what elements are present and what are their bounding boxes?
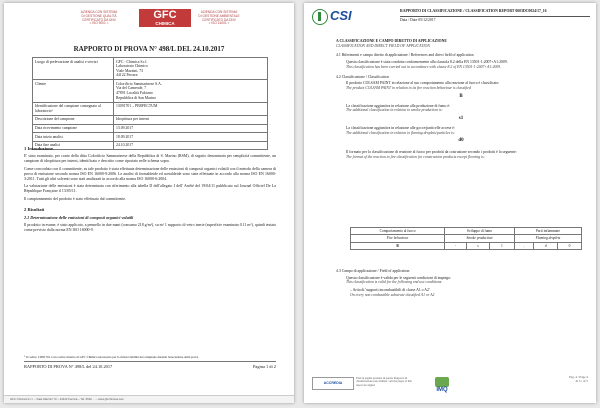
table-cell: Flaming droplets: [535, 236, 561, 241]
subsection-heading: 2.1 Determinazione delle emissioni di composti organici volatili: [24, 215, 134, 221]
footnote: ¹ Il codice 13091701 è un codice interno di GFC Chimica necessario per la rintracciabilità del campione durante l'esecuzione della prova: [24, 355, 199, 359]
paragraph: Questa classificazione è valida per le seguenti condizioni di impiego:: [346, 275, 452, 280]
table-cell: Parti infiammate: [514, 228, 581, 235]
table-cell: Fire behaviour: [386, 236, 409, 241]
paragraph: Come concordato con il committente, su tale prodotto è stata effettuata determinazione delle emissioni di composti organici volatili con il metodo della camera di prova di emissione secondo norma ISO EN 16000-9:2006. Le analisi di formaldeide ed acetaldeide sono state effettuate in accordo alla norma ISO EN 16000-3:2011. Tutti gli altri solventi sono stati analizzati in accordo alla norma ISO 16000-6:2004.: [24, 166, 276, 181]
paragraph: La classificazione aggiuntiva in relazione alla produzione di fumo è:: [346, 103, 451, 108]
cert-text: DI GESTIONE AMBIENTALE: [198, 13, 240, 18]
paragraph: Il prodotto COLSAM PAINT in relazione al suo comportamento alla reazione al fuoco è classificato:: [346, 81, 500, 86]
paragraph: Il formato per la classificazione di reazione al fuoco per prodotti da costruzione secondo i prodotti è la seguente:: [346, 150, 517, 155]
table-row: [33, 58, 268, 80]
table-cell: -: [445, 242, 467, 249]
classification-report-title: RAPPORTO DI CLASSIFICAZIONE / CLASSIFICATION REPORT 0603DC0024/17_16: [400, 9, 547, 13]
subsection-heading: 4.2 Classificazione / Classification: [336, 74, 389, 79]
cert-text: DI GESTIONE QUALITÀ: [81, 13, 117, 18]
cert-text: = ISO 9001 =: [89, 21, 109, 26]
smoke-class-value: s1: [458, 116, 464, 122]
section-introduction: [24, 147, 276, 233]
table-cell: Comportamento al fuoco: [351, 228, 445, 235]
csi-logo-text: CSI: [330, 8, 352, 23]
environment-cert-label: [194, 11, 244, 26]
csi-logo: [312, 9, 352, 27]
gfc-header: [64, 9, 244, 31]
table-row: [351, 228, 582, 235]
table-row: [33, 102, 268, 115]
table-cell: Smoke production: [466, 236, 493, 241]
info-label: Data inizio analisi: [33, 133, 114, 142]
footer-report-id: RAPPORTO DI PROVA N° 498/L del 24.10.2017: [24, 364, 113, 369]
classification-format-table: [350, 227, 582, 250]
cert-text: AZIENDA CON SISTEMA: [200, 10, 238, 14]
fire-class-value: B: [459, 93, 463, 99]
section-field-of-application: [336, 269, 586, 298]
info-value: 13.09.2017: [114, 124, 268, 133]
paragraph-en: The additional classification in relation to smoke production is:: [346, 108, 443, 113]
page-total: di 5 / of 5: [575, 379, 588, 383]
paragraph: Il prodotto in esame, è stato applicato, a pennello in due mani (consumo 218 g/m²), su m² 1 supporto di vetro inerte (superficie esaminata 0.11 m²), quindi testato come previsto dalla norma EN ISO 16000-9.: [24, 222, 276, 232]
page-number: Pagina 1 di 2: [252, 364, 276, 369]
iqnet-mark-icon: [435, 377, 449, 387]
table-row: [351, 242, 582, 249]
section-heading: 1 Introduzione: [24, 146, 53, 151]
accredia-logo: ACCREDIA: [312, 377, 354, 390]
section-heading-en: CLASSIFICATION AND DIRECT FIELD OF APPLICATION: [336, 43, 430, 48]
info-label: Descrizione del campione: [33, 115, 114, 124]
cert-text: AZIENDA CON SISTEMA: [80, 10, 118, 14]
info-label: Luogo di prelevazione di analisi e servizi: [33, 58, 114, 80]
section-heading: 2 Risultati: [24, 207, 45, 213]
table-row: [351, 235, 582, 242]
report-page-gfc: [4, 3, 294, 403]
footer-note: Tutti le pagine prodotte in questo Rapporto di classificazione sono firmate / All the pages of this report are signed: [356, 377, 412, 387]
page-footer: [24, 355, 276, 369]
subsection-heading: 4.1 Riferimenti e campo diretto di applicazione / References and direct field of application: [336, 53, 474, 58]
info-label: Data fine analisi: [33, 141, 114, 150]
info-value: Colorificio Sammarinese S.A. Via del Camerale, 7 47891 Località Falciano Repubblica di San Marino: [114, 80, 268, 102]
info-value: GFC - Chimica S.r.l. Laboratorio Chimico Viale Mazzini, 73 44122 Ferrara: [114, 58, 268, 80]
table-cell: ,: [514, 242, 533, 249]
paragraph-en: This classification is valid for the following end use conditions:: [346, 280, 443, 285]
csi-footer: [312, 375, 588, 397]
company-bottom-bar: GFC Chimica S.r.l. – Viale Mazzini 73 – 44122 Ferrara – Tel. 0532 ... – www.gfcchimica.com: [4, 395, 294, 403]
table-cell: s: [466, 242, 489, 249]
page-number: Pag. 4 / Page 4: [568, 375, 588, 379]
report-title: RAPPORTO DI PROVA N° 498/L DEL 24.10.2017: [73, 45, 225, 53]
paragraph: Questa classificazione è stata condotta conformemente alla clausola 8.2 della EN 13501-1:2007+A1:2009.: [346, 60, 508, 65]
section-heading: A CLASSIFICAZIONE E CAMPO DIRETTO DI APPLICAZIONE: [336, 39, 447, 43]
info-label: Cliente: [33, 80, 114, 102]
csi-emblem-icon: [312, 9, 328, 25]
cert-text: CERTIFICATO DA DNV: [82, 17, 116, 22]
report-date: Data / Date 05/12/2017: [400, 16, 590, 23]
quality-cert-label: [64, 11, 134, 26]
paragraph-en: The product COLSAM PAINT in relation to its fire reaction behaviour is classified: [346, 85, 471, 90]
table-cell: 1: [489, 242, 514, 249]
csi-header: [400, 9, 590, 22]
table-cell: B: [351, 242, 445, 249]
table-cell: Sviluppo di fumo: [445, 228, 515, 235]
cert-text: CERTIFICATO DA DNV: [202, 17, 236, 22]
paragraph-en: The format of the reaction to fire classification for construction products except flooring is:: [346, 155, 485, 160]
gfc-logo: [139, 9, 191, 27]
logo-sub-text: CHIMICA: [155, 21, 175, 26]
section-classification: [336, 39, 586, 160]
footer-line: [24, 361, 276, 369]
info-label: Identificazione del campione consegnato al laboratorio¹: [33, 102, 114, 115]
subsection-heading: 4.3 Campo di applicazione / Field of application: [336, 269, 410, 273]
table-row: [33, 80, 268, 102]
table-row: [33, 133, 268, 142]
table-cell: 0: [558, 242, 582, 249]
paragraph-en: This classification has been carried out in accordance with clause 8.2 of EN 13501-1:2007+A1:2009.: [346, 64, 502, 69]
info-value: 13091701 – PERFECTUM: [114, 102, 268, 115]
paragraph: La valutazione delle emissioni è stata determinata con riferimento alla tabella D dell'allegato I dell' Arrêté del 19/04/11 pubblicato sul Journal Officiel De La République Française il 13/05/11.: [24, 184, 276, 194]
info-value: Idropittura per interni: [114, 115, 268, 124]
footer-pagination: [518, 375, 588, 383]
logo-main-text: GFC: [153, 9, 177, 21]
cert-text: = ISO 14001 =: [208, 21, 230, 26]
paragraph-en: The additional classification in relation to flaming droplets/particles is:: [346, 130, 455, 135]
info-label: Data ricevimento campione: [33, 124, 114, 133]
table-row: [33, 115, 268, 124]
paragraph: E' stato esaminato, per conto della ditta Colorificio Sammarinese della Repubblica di S. Marino (RSM), di seguito denominata per semplicità committente, un campione di idropittura per interni, identificato e descritto come riportato nelle schema sopra.: [24, 153, 276, 163]
droplet-class-value: d0: [458, 138, 464, 144]
sample-info-table: [32, 57, 268, 150]
report-page-csi: [304, 3, 596, 403]
table-row: [33, 124, 268, 133]
list-item: – Articoli 'supporti incombustibili di classe A1 o A2': [350, 288, 430, 293]
table-cell: d: [534, 242, 558, 249]
iqnet-imq-logo: [416, 377, 468, 395]
paragraph: La classificazione aggiuntiva in relazione alle gocce/particelle accese è:: [346, 126, 455, 131]
info-value: 24.10.2017: [114, 141, 268, 150]
list-item-en: On every non combustible substrate classified A1 or A2: [350, 292, 435, 297]
info-value: 18.09.2017: [114, 133, 268, 142]
paragraph: Il campionamento del prodotto è stato effettuato dal committente.: [24, 197, 127, 202]
imq-logo-text: IMQ: [436, 387, 448, 393]
